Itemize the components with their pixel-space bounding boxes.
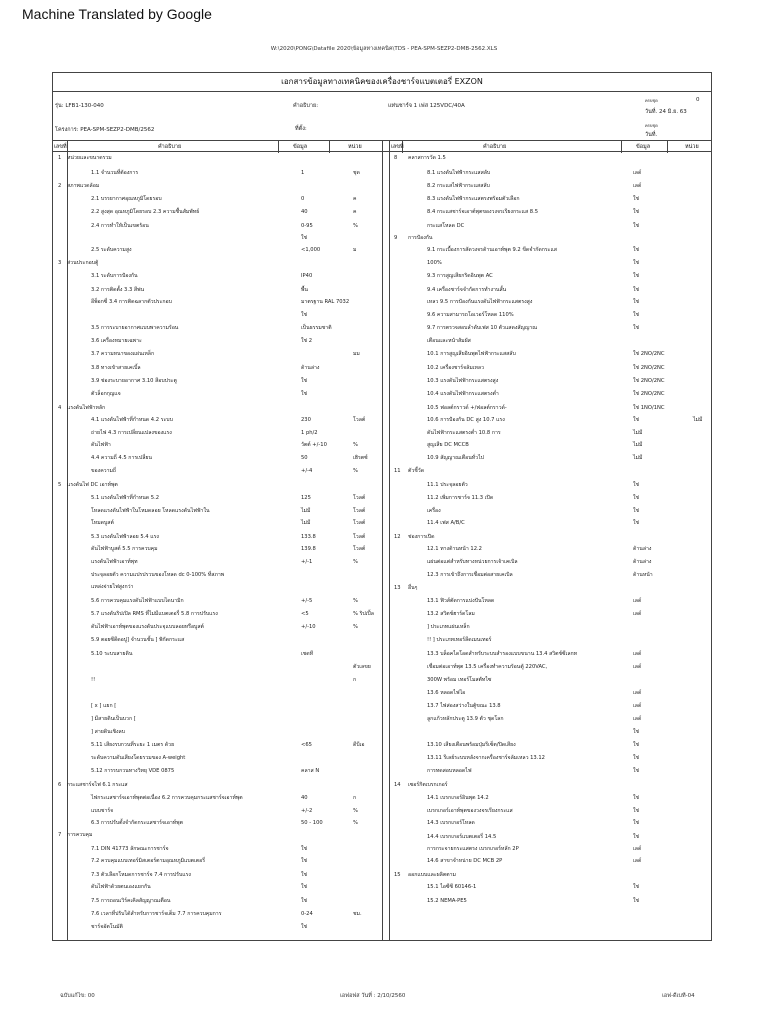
right-row-value: ใช่ [633,898,640,904]
left-row-description: 7.6 เวลาที่ปรับได้สำหรับการชาร์จเต็ม 7.7 การควบคุมการ [91,911,222,917]
right-row-description: 100% [427,260,442,266]
left-row-value: เชดที [301,651,314,657]
right-row-description: 10.2 เครื่องชาร์จล้มเหลว [427,365,485,371]
col-head-unit: หน่วย [348,144,362,150]
left-row-description: 3.5 การระบายอากาศแบบพาความร้อน [91,325,179,331]
right-row-value: เลด์ [633,664,642,670]
right-row-description: ออกแบบและผลิตตาม [408,872,456,878]
right-row-value: เลด์ [633,170,642,176]
left-row-value: 133.8 [301,534,316,540]
header-location: ที่ตั้ง: [295,126,307,132]
right-row-description: ดันไฟฟ้ากระแสตรงต่ำ 10.8 การ [427,430,501,436]
left-row-value: 50 - 100 [301,820,323,826]
datasheet-frame [52,72,712,941]
header-rev-value: 0 [696,97,700,103]
right-row-description: 15.2 NEMA-PE5 [427,898,467,904]
left-row-value: +/-2 [301,808,313,814]
left-row-value: คลาส N [301,768,320,774]
header-charger: แท่นชาร์จ 1 เฟส 125VDC/40A [388,103,465,109]
left-row-description: 3.2 การติดตั้ง 3.3 สีพ่น [91,287,145,293]
left-row-description: 7.1 DIN 41773 ลักษณะการชาร์จ [91,846,169,852]
left-row-description: ดันไฟฟ้าด้วยตนเองแยกกัน [91,884,151,890]
right-row-value: ใช่ [633,260,640,266]
left-row-number: 1 [58,155,62,161]
left-row-description: 5.11 เสียงรบกวนที่ระยะ 1 เมตร ด้วย [91,742,175,748]
right-row-description: 14.1 เบรกเกอร์อินพุต 14.2 [427,795,489,801]
left-row-value: ไม่มี [301,520,311,526]
right-row-value: ใช่ [633,884,640,890]
left-row-value: ใช่ 2 [301,338,313,344]
left-row-description: แรงดันไฟ DC เอาท์พุต [67,482,118,488]
right-row-value: ใช่ [633,273,640,279]
left-row-description: 5.9 ตอยซีดีดอปู] จำนวนชั้น ] พิกัดกระแส [91,637,185,643]
footer-revision: ฉบับแก้ไข: 00 [60,993,95,999]
left-row-value: 1 [301,170,305,176]
right-row-description: 13.2 สวิตช์ฮาร์ดโลม [427,611,475,617]
left-row-value: +/-5 [301,598,313,604]
left-row-value: +/-1 [301,559,313,565]
col-divider [389,141,390,940]
header-project: โครงการ: PEA-SPM-SEZP2-DMB/2562 [55,127,155,133]
right-row-description: เตือนและหน้าสัมผัส [427,338,471,344]
right-row-description: !! ] ประเภทเทอร์ลีดเมนเทอร์ [427,637,492,643]
right-row-value: ใช่ [633,417,640,423]
right-row-number: 9 [394,235,398,241]
right-row-description: ] ประเภทแผ่นเหล็ก [427,624,470,630]
left-row-unit: ชุด [353,170,360,176]
right-row-unit: ไม่มี [693,417,703,423]
right-row-value: ใช่ [633,312,640,318]
col-head-no: เลขที่ [54,144,67,150]
left-row-value: 40 [301,795,308,801]
left-row-description: ดันไฟฟ้า [91,442,111,448]
right-row-description: 10.6 การป้องกัน DC สูง 10.7 แรง [427,417,505,423]
left-row-description: 5.6 การควบคุมแรงดันไฟฟ้าแบบไดนามิก [91,598,184,604]
right-row-value: ใช่ 2NO/2NC [633,378,665,384]
right-row-value: เลด์ [633,846,642,852]
right-row-value: ใช่ 1NO/1NC [633,405,665,411]
left-row-number: 6 [58,782,62,788]
right-row-description: 13.11 รีเลย์ระบบหลังจากเครื่องชาร์จล้มเหลว 13.12 [427,755,545,761]
right-row-description: ตัวชี้วัด [408,468,425,474]
right-row-description: 9.1 กระเบื้องการสัดวงจรด้านเอาท์พุต 9.2 ขีดจำกัดกระแส [427,247,557,253]
right-row-value: เลด์ [633,716,642,722]
left-row-unit: โวลต์ [353,520,366,526]
right-row-description: การทดสอบหลอดไฟ [427,768,472,774]
right-row-description: 8.3 แรงดันไฟฟ้ากระแสตรงพร้อมตัวเลือก [427,196,520,202]
left-row-description: การควบคุม [67,832,93,838]
right-row-description: 12.3 การเข้าถึงการเชื่อมต่อสายเคเบิล [427,572,513,578]
right-row-value: ใช่ [633,196,640,202]
left-row-description: 5.1 แรงดันไฟฟ้าที่กำหนด 5.2 [91,495,160,501]
left-row-value: 230 [301,417,311,423]
left-row-unit: ค [353,196,357,202]
right-row-description: เหลว 9.5 การป้องกันแรงดันไฟฟ้ากระแสตรงสูง [427,299,533,305]
right-row-value: ใช่ [633,482,640,488]
right-row-value: ใช่ 2NO/2NC [633,365,665,371]
right-row-value: เลด์ [633,611,642,617]
right-row-value: ใช่ 2NO/2NC [633,351,665,357]
file-path: W:\2020\PONG\Datafile 2020\ข้อมูลทางเทคนิค\TDS - PEA-SPM-SEZP2-DMB-2562.XLS [270,46,498,52]
right-row-value: ใช่ [633,834,640,840]
right-row-description: เบรกเกอร์เอาท์พุตของวงจรเรียงกระแส [427,808,513,814]
right-row-description: ช่องการเปิด [408,534,435,540]
header-date2: วันที่. [645,132,658,138]
left-row-description: 3.1 ระดับการป้องกัน [91,273,138,279]
left-row-value: ไม่มี [301,508,311,514]
left-row-value: ใช่ [301,898,308,904]
right-row-value: ใช่ [633,495,640,501]
left-row-number: 2 [58,183,62,189]
left-row-unit: เฮิรตซ์ [353,455,368,461]
left-row-description: 2.4 การทำให้เป็นเขตร้อน [91,223,149,229]
left-row-value: วัตต์ +/-10 [301,442,327,448]
right-row-description: 13.6 หลอดไฟไอ [427,690,466,696]
left-row-description: 2.5 ระดับความสูง [91,247,132,253]
col-head-desc: คำอธิบาย [483,144,507,150]
left-row-description: กระแสชาร์จไฟ 6.1 กระแส [67,782,128,788]
right-row-value: ไม่มี [633,430,643,436]
right-row-value: เลด์ [633,690,642,696]
left-row-description: ] มีสายดินเป็นบวก [ [91,716,136,722]
right-row-description: 9.6 ความสามารถโอเวอร์โหลด 110% [427,312,514,318]
left-row-description: 7.3 ตัวเลือกโหมดการชาร์จ 7.4 การปรับแรง [91,872,191,878]
right-row-description: 10.4 แรงดันไฟฟ้ากระแสตรงต่ำ [427,391,499,397]
left-row-value: 40 [301,209,308,215]
left-row-description: ชาร์จอัตโนมัติ [91,924,123,930]
left-row-description: 7.5 การถอนเวิร์คเคิลสัญญาณเตือน [91,898,171,904]
left-row-description: 3.8 ทางเข้าสายเคเบิ้ล [91,365,141,371]
left-row-unit: โวลต์ [353,508,366,514]
right-row-description: 10.3 แรงดันไฟฟ้ากระแสตรงสูง [427,378,499,384]
left-row-unit: ตัวเลขย [353,664,371,670]
left-row-value: ใช่ [301,312,308,318]
right-row-number: 14 [394,782,401,788]
right-row-value: ใช่ [633,299,640,305]
left-row-unit: ก [353,795,357,801]
right-row-value: เลด์ [633,858,642,864]
left-row-value: 1 ph/2 [301,430,318,436]
left-row-value: 125 [301,495,311,501]
right-row-value: เลด์ [633,651,642,657]
left-row-value: 0-24 [301,911,313,917]
left-row-description: ดันไฟฟ้าบูสต์ 5.5 การควบคุม [91,546,158,552]
right-row-value: ใช่ [633,729,640,735]
left-row-value: พื้น [301,287,308,293]
right-row-description: 11.1 ประจุลอยตัว [427,482,468,488]
left-row-description: 5.10 ระบบสายดิน [91,651,133,657]
right-row-description: คลาสการวัด 1.5 [408,155,446,161]
right-row-description: 9.7 การตรวจสอบลำดับเฟส 10 ตัวแสดงสัญญาณ [427,325,538,331]
right-row-value: ใช่ [633,520,640,526]
left-row-value: มาตรฐาน RAL 7032 [301,299,350,305]
right-row-description: เซอร์กิตเบรกเกอร์ [408,782,448,788]
right-row-value: ใช่ [633,820,640,826]
left-row-unit: โวลต์ [353,417,366,423]
footer-date: เอฟอฟส วันที่ : 2/10/2560 [340,993,406,999]
left-row-unit: ดีบีเอ [353,742,365,748]
right-row-description: 12.1 ทางด้านหน้า 12.2 [427,546,482,552]
right-row-description: อื่นๆ [408,585,418,591]
left-row-number: 4 [58,405,62,411]
left-row-description: แบบชาร์จ [91,808,114,814]
left-row-description: หน่วยและขนาดรวม [67,155,112,161]
left-row-number: 5 [58,482,62,488]
right-row-description: แผ่นต่อแต่สำหรับทางหน่วยการเจ้าเคเบิล [427,559,518,565]
right-row-value: ใช่ 2NO/2NC [633,391,665,397]
right-row-description: 13.1 ฟิวส์ตัดการแบ่งปันโหลด [427,598,495,604]
right-row-value: ไม่มี [633,455,643,461]
left-row-value: เป็นธรรมชาติ [301,325,332,331]
left-row-number: 7 [58,832,62,838]
left-row-description: 4.1 แรงดันไฟฟ้าที่กำหนด 4.2 ระบบ [91,417,173,423]
right-row-description: 8.1 แรงดันไฟฟ้ากระแสสลับ [427,170,491,176]
left-row-description: 3.9 ช่องระบายอากาศ 3.10 สีอบประตู [91,378,177,384]
right-row-number: 8 [394,155,398,161]
col-head-unit: หน่วย [685,144,699,150]
left-row-unit: มม [353,351,360,357]
left-row-value: 50 [301,455,308,461]
doc-title: เอกสารข้อมูลทางเทคนิคของเครื่องชาร์จแบตเตอรี่ EXZON [53,73,711,92]
header-date: วันที่. 24 มิ.ย. 63 [645,109,687,115]
right-row-value: ใช่ [633,325,640,331]
left-row-value: ใช่ [301,884,308,890]
left-row-description: แรงดันไฟฟ้าหลัก [67,405,106,411]
col-divider [329,141,330,153]
left-row-unit: ค [353,209,357,215]
left-row-unit: โวลต์ [353,534,366,540]
left-row-value: IP40 [301,273,313,279]
left-row-description: 5.12 การรบกวนทางวิทยุ VDE 0875 [91,768,175,774]
left-row-description: 6.3 การปรับตั้งจำกัดกระแสชาร์จเอาท์พุต [91,820,183,826]
right-row-value: ด้านล่าง [633,559,652,565]
left-row-value: ใช่ [301,924,308,930]
left-row-description: 2.2 สูงสุด อุณหภูมิโดยรอบ 2.3 ความชื้นสัมพัทธ์ [91,209,200,215]
right-row-number: 11 [394,468,401,474]
left-row-value: 0 [301,196,305,202]
left-row-description: 7.2 ควบคุมแบบเทอร์มิสเตอร์ตามอุณหภูมิแบตเตอรี่ [91,858,206,864]
right-row-description: 10.9 สัญญาณเตือนทั่วไป [427,455,484,461]
right-row-description: กระแสโหลด DC [427,223,465,229]
right-row-description: การป้องกัน [408,235,433,241]
right-row-description: 14.4 เบรกเกอร์แบตเตอรี่ 14.5 [427,834,497,840]
header-date2-top: ครบชุด [645,123,658,128]
left-row-description: ดันไฟฟ้าเอาท์พุตของแรงดันประจุแบบลอยหรือบูสต์ [91,624,204,630]
left-row-value: ใช่ [301,846,308,852]
right-row-description: 300W พร้อม เทอร์โมสตัทไซ [427,677,492,683]
right-row-description: 10.1 การสูญเสียอินพุตไฟฟ้ากระแสสลับ [427,351,516,357]
left-row-value: ด้านล่าง [301,365,320,371]
left-row-value: <65 [301,742,312,748]
left-row-unit: % [353,559,358,565]
right-row-value: ใช่ [633,808,640,814]
left-row-description: โหมดบูสต์ [91,520,114,526]
left-row-value: 0-95 [301,223,313,229]
right-row-description: 10.5 ฟอลต์กราวด์ +/ฟอลต์กราวด์- [427,405,507,411]
right-row-value: ใช่ [633,209,640,215]
left-row-unit: ก [353,677,357,683]
left-row-description: ระดับความดันเสียงโดยรวมของ A-weight [91,755,186,761]
left-row-description: อีพ็อกซี่ 3.4 การติดฉลากตัวประกอบ [91,299,172,305]
right-row-value: ใช่ [633,223,640,229]
right-row-number: 12 [394,534,401,540]
footer-doc-code: เอฟ-ดีเบที-04 [662,993,695,999]
left-row-value: ใช่ [301,858,308,864]
col-head-no: เลขที่ [391,144,404,150]
right-row-description: 8.2 กระแสไฟฟ้ากระแสสลับ [427,183,490,189]
left-row-unit: % [353,624,358,630]
machine-translated-banner: Machine Translated by Google [22,6,212,22]
right-row-value: ด้านหน้า [633,572,653,578]
col-head-desc: คำอธิบาย [158,144,182,150]
right-row-description: 9.3 การสูญเสียกริดอินพุต AC [427,273,493,279]
left-row-unit: % [353,808,358,814]
col-head-value: ข้อมูล [636,144,651,150]
left-row-value: +/-10 [301,624,316,630]
right-row-value: ใช่ [633,742,640,748]
left-row-unit: % [353,820,358,826]
left-row-value: <1,000 [301,247,321,253]
left-row-description: โหลดแรงดันไฟฟ้าในโหมดลอย โหลดแรงดันไฟฟ้าใน [91,508,210,514]
right-row-value: ใช่ [633,795,640,801]
col-divider [278,141,279,153]
right-row-description: การกระจายกระแสตรง เบรกเกอร์หลัก 2P [427,846,519,852]
right-row-number: 15 [394,872,401,878]
header-model: รุ่น: LFB1-130-040 [55,103,104,109]
right-row-description: เครื่อง [427,508,441,514]
left-row-unit: ม [353,247,357,253]
left-row-unit: % [353,598,358,604]
left-row-unit: โวลต์ [353,495,366,501]
right-row-value: ด้านล่าง [633,546,652,552]
left-row-description: ของความถี่ [91,468,117,474]
left-row-value: +/-4 [301,468,313,474]
left-row-description: ตัวล็อกกุญแจ [91,391,121,397]
right-row-value: ใช่ [633,768,640,774]
right-row-value: ใช่ [633,247,640,253]
right-row-description: 13.3 บล็อคไดโอดสำหรับระบบสำรองแบบขนาน 13.4 สวิตช์ซีเลกท [427,651,578,657]
left-row-value: ใช่ [301,378,308,384]
left-row-description: แรงดันไฟฟ้าเอาท์พุท [91,559,138,565]
right-row-description: 11.4 เฟส A/B/C [427,520,465,526]
col-divider [667,141,668,153]
right-row-description: 14.3 เบรกเกอร์โหลด [427,820,475,826]
left-row-unit: % ริปเปิ้ล [353,611,374,617]
left-row-description: 2.1 บรรยากาศอุณหภูมิโดยรอบ [91,196,162,202]
right-row-value: เลด์ [633,703,642,709]
left-row-unit: % [353,442,358,448]
left-row-description: ประจุลอยตัว ความแปรปรวนของโหลด dc 0-100% ที่สภาพ [91,572,225,578]
left-row-description: !! [91,677,96,683]
left-row-unit: % [353,223,358,229]
right-row-description: 11.2 เพิ่มการชาร์จ 11.3 เปิด [427,495,494,501]
left-row-description: ส่วนประกอบตู้ [67,260,99,266]
left-row-unit: % [353,468,358,474]
left-row-description: ] สายดินเชิงลบ [91,729,126,735]
right-row-value: ใช่ [633,755,640,761]
left-row-value: <5 [301,611,309,617]
left-row-description: 5.3 แรงดันไฟฟ้าลอย 5.4 แรง [91,534,159,540]
right-row-value: ใช่ [633,508,640,514]
left-row-description: 3.7 ความหนาของแผ่นเหล็ก [91,351,155,357]
left-row-value: ใช่ [301,872,308,878]
right-row-description: 13.10 เสียงเตือนพร้อมปุ่มรีเซ็ต/ปิดเสียง [427,742,516,748]
right-row-description: 15.1 ไอซีซี 60146-1 [427,884,477,890]
right-row-number: 13 [394,585,401,591]
right-row-description: เชื่อมต่อเอาท์พุต 13.5 เครื่องทำความร้อนตู้ 220VAC, [427,664,548,670]
left-row-description: [ x ] แยก [ [91,703,117,709]
header-rev-label: ครบชุด [645,98,658,103]
left-row-description: 4.4 ความถี่ 4.5 การเปลี่ยน [91,455,152,461]
right-row-description: 8.4 กระแสชาร์จเอาต์พุตของวงจรเรียงกระแส 8.5 [427,209,539,215]
col-divider [621,141,622,153]
left-row-value: ใช่ [301,391,308,397]
left-row-description: 5.7 แรงดันริปเปิล RMS ที่ไม่มีแบตเตอรี่ 5.8 การปรับแรง [91,611,218,617]
left-row-unit: ชม. [353,911,362,917]
col-head-value: ข้อมูล [293,144,308,150]
left-row-description: ไฟกระแสชาร์จเอาท์พุตต่อเนื่อง 6.2 การควบคุมกระแสชาร์จเอาท์พุต [91,795,243,801]
left-row-number: 3 [58,260,62,266]
left-row-description: ถ่ายไฟ 4.3 การเปลี่ยนแปลงของแรง [91,430,172,436]
right-row-description: 9.4 เครื่องชาร์จจำกัดการทำงานสั้น [427,287,507,293]
left-row-description: สภาพแวดล้อม [67,183,100,189]
left-row-unit: โวลต์ [353,546,366,552]
right-row-description: สูญเสีย DC MCCB [427,442,469,448]
right-row-value: ไม่มี [633,442,643,448]
right-row-description: 13.7 ไฟส่องสว่างในตู้ขณะ 13.8 [427,703,501,709]
left-row-value: ใช่ [301,235,308,241]
right-row-value: เลด์ [633,183,642,189]
left-row-description: แหล่งจ่ายไฟสูงกว่า [91,584,134,590]
left-row-value: 139.8 [301,546,316,552]
left-row-description: 1.1 จำนวนที่ต้องการ [91,170,139,176]
right-row-value: ใช่ [633,287,640,293]
right-row-description: 14.6 สาขาจำหน่าย DC MCB 2P [427,858,503,864]
right-row-description: ลูกแก้วหลักประตู 13.9 ตัว ชุดโลก [427,716,504,722]
header-description: คำอธิบาย: [293,103,319,109]
right-row-value: เลด์ [633,598,642,604]
col-divider [382,141,383,940]
left-row-description: 3.6 เครื่องหมายเฉพาะ [91,338,142,344]
